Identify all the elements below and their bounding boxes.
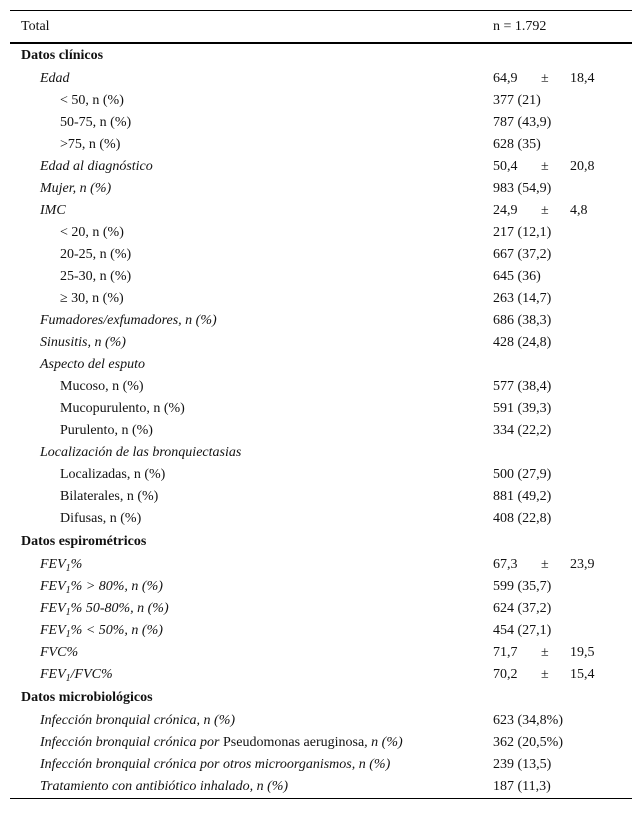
row-label: Localizadas, n (%) xyxy=(60,467,166,482)
row-mean: 50,4 xyxy=(493,159,518,174)
row-value: 454 (27,1) xyxy=(493,623,552,638)
table-row-imc-lt20 xyxy=(10,222,632,244)
table-row-edad-lt50 xyxy=(10,90,632,112)
row-label xyxy=(40,732,403,754)
row-sd: 19,5 xyxy=(570,645,595,660)
row-value: 645 (36) xyxy=(493,269,541,284)
row-value: 686 (38,3) xyxy=(493,313,552,328)
label-pre: FEV xyxy=(40,601,66,616)
table-row-mujer xyxy=(10,178,632,200)
label-pre: FEV xyxy=(40,557,66,572)
section-title: Datos clínicos xyxy=(21,48,104,63)
row-label xyxy=(40,620,163,642)
table-row-imc-ge30 xyxy=(10,288,632,310)
row-label: 25-30, n (%) xyxy=(60,269,132,284)
table-row-purulento xyxy=(10,420,632,442)
table-row-fev1-fvc xyxy=(10,664,632,686)
label-post: % < 50%, n (%) xyxy=(70,623,163,638)
row-label: 50-75, n (%) xyxy=(60,115,132,130)
row-label: >75, n (%) xyxy=(60,137,121,152)
table-row-imc-20-25 xyxy=(10,244,632,266)
row-label: Bilaterales, n (%) xyxy=(60,489,159,504)
table-row-sinusitis xyxy=(10,332,632,354)
table-row-difusas xyxy=(10,508,632,530)
row-value: 187 (11,3) xyxy=(493,779,551,794)
row-value: 377 (21) xyxy=(493,93,541,108)
label-sub: 1 xyxy=(65,563,71,574)
row-value: 577 (38,4) xyxy=(493,379,552,394)
header-col2: n = 1.792 xyxy=(493,19,547,34)
row-value: 591 (39,3) xyxy=(493,401,552,416)
label-sub: 1 xyxy=(65,629,71,640)
section-espirometricos xyxy=(10,530,632,554)
row-value: 362 (20,5%) xyxy=(493,735,563,750)
row-sd: 15,4 xyxy=(570,667,595,682)
row-mean: 70,2 xyxy=(493,667,518,682)
label-post: % xyxy=(70,557,83,572)
label-post: , n (%) xyxy=(364,735,403,750)
row-label: Sinusitis, n (%) xyxy=(40,335,126,350)
pm-symbol: ± xyxy=(541,203,549,218)
pm-symbol: ± xyxy=(541,667,549,682)
table-row-edad-diagnostico xyxy=(10,156,632,178)
label-organism: Pseudomonas aeruginosa xyxy=(223,735,365,750)
label-pre: FEV xyxy=(40,667,66,682)
row-value: 408 (22,8) xyxy=(493,511,552,526)
table-row-fev1 xyxy=(10,554,632,576)
row-label: Mucoso, n (%) xyxy=(60,379,144,394)
row-label xyxy=(40,576,163,598)
row-label: Tratamiento con antibiótico inhalado, n (%) xyxy=(40,779,289,794)
label-pre: FEV xyxy=(40,579,66,594)
row-label: FVC% xyxy=(40,645,79,660)
row-value: 624 (37,2) xyxy=(493,601,552,616)
section-clinicos xyxy=(10,44,632,68)
row-value: 983 (54,9) xyxy=(493,181,552,196)
table-header xyxy=(10,11,632,42)
label-post: % 50-80%, n (%) xyxy=(70,601,169,616)
table-row-mucoso xyxy=(10,376,632,398)
table-row-antibiotico xyxy=(10,776,632,798)
table-row-imc-25-30 xyxy=(10,266,632,288)
table-row-localizadas xyxy=(10,464,632,486)
section-microbiologicos xyxy=(10,686,632,710)
table-row-esputo xyxy=(10,354,632,376)
row-label xyxy=(40,598,169,620)
row-value: 881 (49,2) xyxy=(493,489,552,504)
row-mean: 71,7 xyxy=(493,645,518,660)
row-label: Infección bronquial crónica, n (%) xyxy=(40,713,236,728)
row-label: Aspecto del esputo xyxy=(40,357,145,372)
row-value: 428 (24,8) xyxy=(493,335,552,350)
row-value: 628 (35) xyxy=(493,137,541,152)
table-row-infeccion xyxy=(10,710,632,732)
label-sub: 1 xyxy=(65,607,71,618)
row-label: Fumadores/exfumadores, n (%) xyxy=(40,313,217,328)
section-title: Datos microbiológicos xyxy=(21,690,153,705)
row-mean: 24,9 xyxy=(493,203,518,218)
row-label: Mujer, n (%) xyxy=(40,181,112,196)
row-value: 334 (22,2) xyxy=(493,423,552,438)
row-value: 667 (37,2) xyxy=(493,247,552,262)
table-row-fvc xyxy=(10,642,632,664)
header-col1: Total xyxy=(21,19,50,34)
table-row-fumadores xyxy=(10,310,632,332)
pm-symbol: ± xyxy=(541,159,549,174)
row-value: 599 (35,7) xyxy=(493,579,552,594)
row-label: 20-25, n (%) xyxy=(60,247,132,262)
row-label: Edad al diagnóstico xyxy=(40,159,153,174)
table-row-mucopurulento xyxy=(10,398,632,420)
row-label: Edad xyxy=(40,71,70,86)
row-mean: 64,9 xyxy=(493,71,518,86)
pm-symbol: ± xyxy=(541,557,549,572)
table-row-localizacion xyxy=(10,442,632,464)
row-label: IMC xyxy=(40,203,66,218)
label-post: % > 80%, n (%) xyxy=(70,579,163,594)
table-row-edad-gt75 xyxy=(10,134,632,156)
row-sd: 4,8 xyxy=(570,203,588,218)
row-label: < 20, n (%) xyxy=(60,225,124,240)
bottom-rule xyxy=(10,798,632,799)
row-label xyxy=(40,554,82,576)
row-label: < 50, n (%) xyxy=(60,93,124,108)
table-row-fev1-gt80 xyxy=(10,576,632,598)
row-label: Purulento, n (%) xyxy=(60,423,153,438)
row-sd: 18,4 xyxy=(570,71,595,86)
table-row-fev1-50-80 xyxy=(10,598,632,620)
table-row-edad-50-75 xyxy=(10,112,632,134)
label-pre: FEV xyxy=(40,623,66,638)
table-row-edad xyxy=(10,68,632,90)
row-value: 239 (13,5) xyxy=(493,757,552,772)
row-label: Localización de las bronquiectasias xyxy=(40,445,242,460)
row-mean: 67,3 xyxy=(493,557,518,572)
table-row-bilaterales xyxy=(10,486,632,508)
row-sd: 23,9 xyxy=(570,557,595,572)
table-row-imc xyxy=(10,200,632,222)
table-row-fev1-lt50 xyxy=(10,620,632,642)
row-label: ≥ 30, n (%) xyxy=(60,291,124,306)
section-title: Datos espirométricos xyxy=(21,534,147,549)
row-value: 623 (34,8%) xyxy=(493,713,563,728)
row-value: 217 (12,1) xyxy=(493,225,552,240)
pm-symbol: ± xyxy=(541,645,549,660)
row-sd: 20,8 xyxy=(570,159,595,174)
data-table xyxy=(10,10,632,799)
table-row-pseudomonas xyxy=(10,732,632,754)
label-sub: 1 xyxy=(65,585,71,596)
label-pre: Infección bronquial crónica por xyxy=(40,735,224,750)
label-post: /FVC% xyxy=(70,667,113,682)
row-label: Mucopurulento, n (%) xyxy=(60,401,185,416)
row-label: Infección bronquial crónica por otros microorganismos, n (%) xyxy=(40,757,391,772)
row-label xyxy=(40,664,113,686)
row-value: 787 (43,9) xyxy=(493,115,552,130)
row-label: Difusas, n (%) xyxy=(60,511,142,526)
pm-symbol: ± xyxy=(541,71,549,86)
row-value: 263 (14,7) xyxy=(493,291,552,306)
row-value: 500 (27,9) xyxy=(493,467,552,482)
label-sub: 1 xyxy=(65,673,71,684)
table-row-otros xyxy=(10,754,632,776)
